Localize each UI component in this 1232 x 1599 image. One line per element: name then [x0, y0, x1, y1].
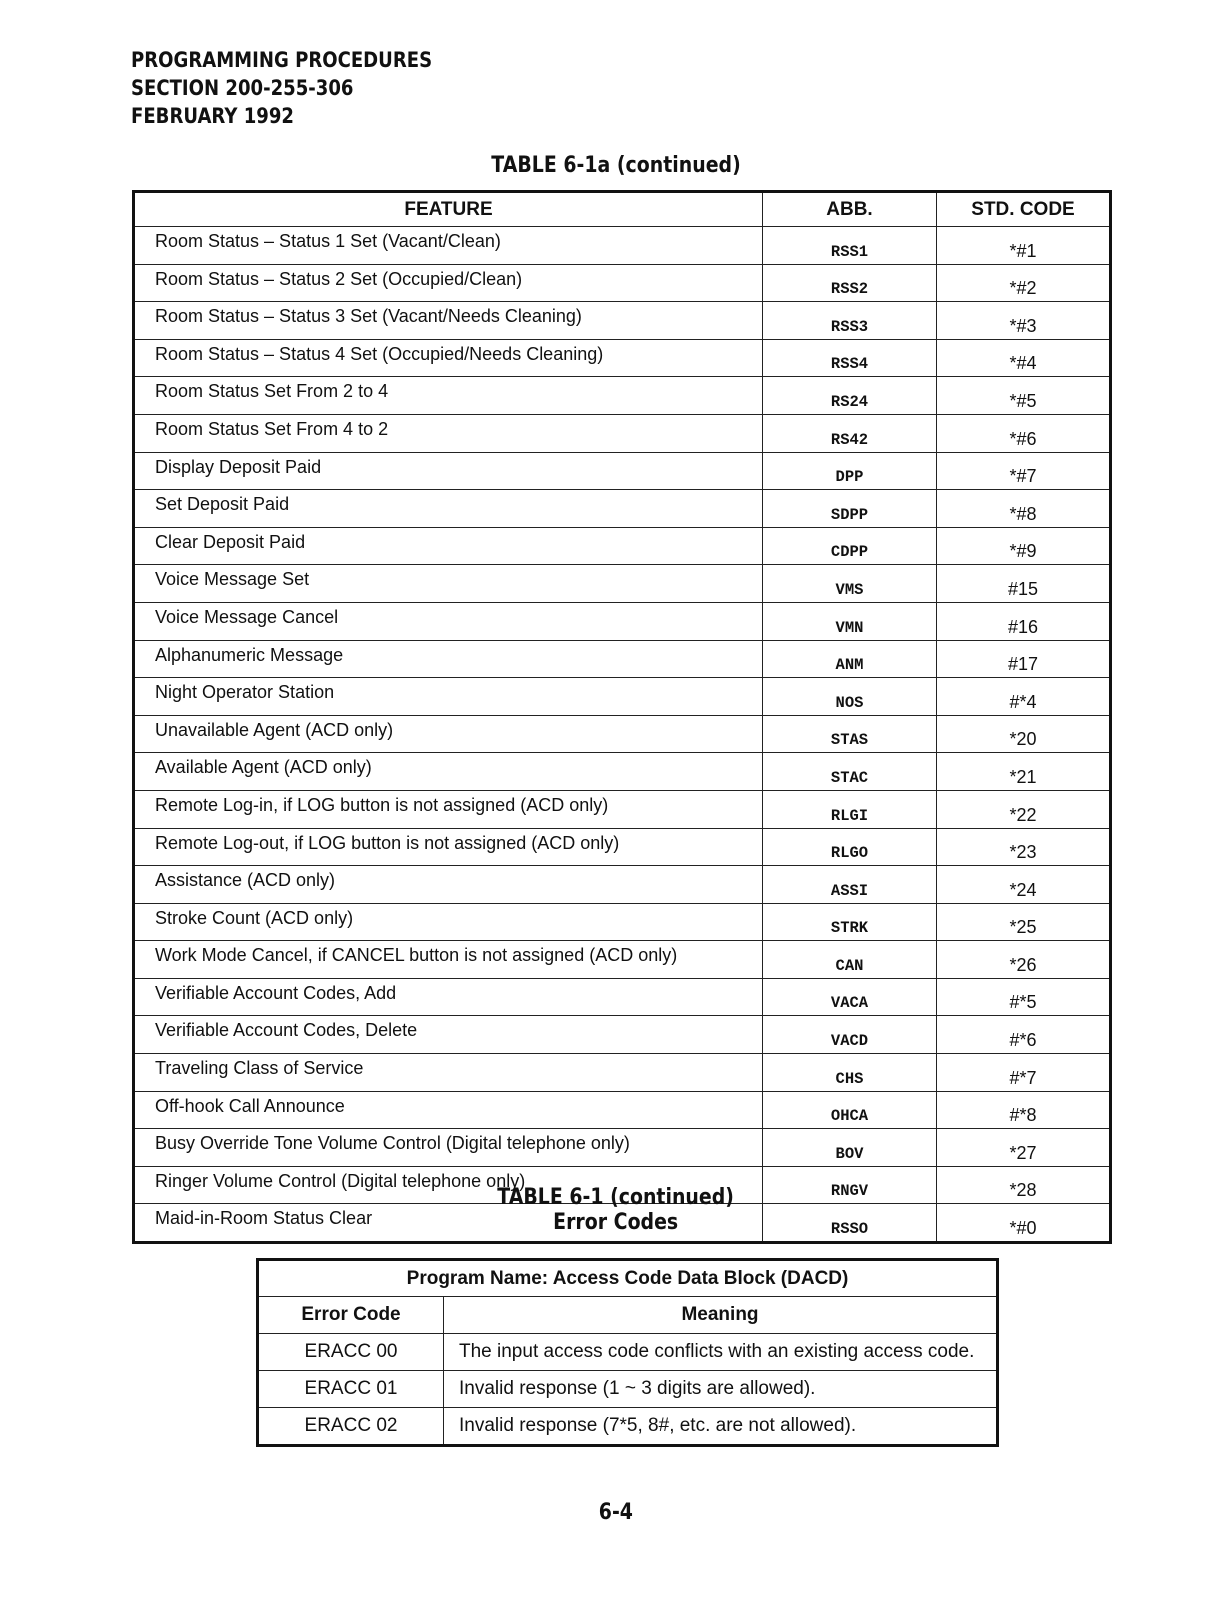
table-row	[134, 227, 1111, 265]
code-cell: *27	[937, 1129, 1111, 1167]
code-cell: *#7	[937, 452, 1111, 490]
table-row	[134, 264, 1111, 302]
column-header-abb: ABB.	[763, 192, 937, 227]
abb-cell: STRK	[763, 903, 937, 941]
abb-cell: RS42	[763, 414, 937, 452]
column-header-feature: FEATURE	[134, 192, 763, 227]
table-row	[134, 678, 1111, 716]
table-row	[258, 1371, 998, 1408]
table-row	[134, 715, 1111, 753]
table2-title: TABLE 6-1 (continued)	[497, 1185, 735, 1210]
feature-cell: Available Agent (ACD only)	[134, 753, 763, 791]
table-row	[134, 1016, 1111, 1054]
table-row	[134, 828, 1111, 866]
header-title: PROGRAMMING PROCEDURES	[131, 48, 433, 72]
code-cell: #16	[937, 602, 1111, 640]
code-cell: *#6	[937, 414, 1111, 452]
abb-cell: RNGV	[763, 1166, 937, 1204]
abb-cell: CHS	[763, 1054, 937, 1092]
abb-cell: OHCA	[763, 1091, 937, 1129]
feature-table-body	[134, 227, 1111, 1243]
table-row	[134, 1091, 1111, 1129]
code-cell: *#8	[937, 490, 1111, 528]
feature-cell: Assistance (ACD only)	[134, 866, 763, 904]
abb-cell: STAC	[763, 753, 937, 791]
feature-cell: Room Status – Status 3 Set (Vacant/Needs Cleaning)	[134, 302, 763, 340]
feature-cell: Room Status Set From 2 to 4	[134, 377, 763, 415]
abb-cell: VMN	[763, 602, 937, 640]
feature-cell: Remote Log-out, if LOG button is not assigned (ACD only)	[134, 828, 763, 866]
abb-cell: CDPP	[763, 527, 937, 565]
table-row	[134, 302, 1111, 340]
abb-cell: VMS	[763, 565, 937, 603]
code-cell: *25	[937, 903, 1111, 941]
error-code-cell: ERACC 00	[258, 1334, 444, 1371]
table-row	[134, 377, 1111, 415]
code-cell: *#0	[937, 1204, 1111, 1243]
abb-cell: SDPP	[763, 490, 937, 528]
feature-cell: Set Deposit Paid	[134, 490, 763, 528]
table2-subtitle: Error Codes	[553, 1210, 679, 1235]
abb-cell: RLGI	[763, 790, 937, 828]
abb-cell: VACD	[763, 1016, 937, 1054]
code-cell: #*5	[937, 978, 1111, 1016]
code-cell: *20	[937, 715, 1111, 753]
feature-cell: Off-hook Call Announce	[134, 1091, 763, 1129]
feature-cell: Stroke Count (ACD only)	[134, 903, 763, 941]
feature-cell: Display Deposit Paid	[134, 452, 763, 490]
code-cell: #15	[937, 565, 1111, 603]
code-cell: *23	[937, 828, 1111, 866]
table-row	[134, 339, 1111, 377]
code-cell: #17	[937, 640, 1111, 678]
table-row	[134, 1054, 1111, 1092]
page-number: 6-4	[598, 1500, 634, 1525]
error-table-body	[258, 1334, 998, 1446]
feature-cell: Unavailable Agent (ACD only)	[134, 715, 763, 753]
feature-cell: Verifiable Account Codes, Delete	[134, 1016, 763, 1054]
table-row	[134, 414, 1111, 452]
table-row	[134, 565, 1111, 603]
code-cell: #*4	[937, 678, 1111, 716]
code-cell: *#9	[937, 527, 1111, 565]
code-cell: *21	[937, 753, 1111, 791]
abb-cell: CAN	[763, 941, 937, 979]
abb-cell: ASSI	[763, 866, 937, 904]
code-cell: #*8	[937, 1091, 1111, 1129]
table-row	[134, 866, 1111, 904]
feature-cell: Room Status – Status 2 Set (Occupied/Clean)	[134, 264, 763, 302]
feature-cell: Room Status – Status 4 Set (Occupied/Needs Cleaning)	[134, 339, 763, 377]
abb-cell: RS24	[763, 377, 937, 415]
table-row	[134, 941, 1111, 979]
code-cell: *#4	[937, 339, 1111, 377]
table-row	[258, 1408, 998, 1446]
header-date: FEBRUARY 1992	[131, 104, 294, 128]
feature-cell: Voice Message Set	[134, 565, 763, 603]
code-cell: *28	[937, 1166, 1111, 1204]
column-header-error-code: Error Code	[258, 1297, 444, 1334]
feature-cell: Traveling Class of Service	[134, 1054, 763, 1092]
code-cell: *22	[937, 790, 1111, 828]
table-row	[134, 978, 1111, 1016]
abb-cell: RSS1	[763, 227, 937, 265]
feature-cell: Night Operator Station	[134, 678, 763, 716]
abb-cell: RSS3	[763, 302, 937, 340]
abb-cell: STAS	[763, 715, 937, 753]
table-row	[134, 490, 1111, 528]
table-row	[258, 1334, 998, 1371]
feature-cell: Ringer Volume Control (Digital telephone only)	[134, 1166, 763, 1204]
abb-cell: VACA	[763, 978, 937, 1016]
code-cell: #*7	[937, 1054, 1111, 1092]
feature-cell: Room Status Set From 4 to 2	[134, 414, 763, 452]
feature-cell: Maid-in-Room Status Clear	[134, 1204, 763, 1243]
code-cell: *#1	[937, 227, 1111, 265]
error-code-table	[256, 1258, 999, 1447]
header-section: SECTION 200-255-306	[131, 76, 354, 100]
column-header-meaning: Meaning	[444, 1297, 998, 1334]
feature-cell: Busy Override Tone Volume Control (Digital telephone only)	[134, 1129, 763, 1167]
abb-cell: NOS	[763, 678, 937, 716]
meaning-cell: The input access code conflicts with an existing access code.	[444, 1334, 998, 1371]
feature-code-table	[132, 190, 1112, 1244]
meaning-cell: Invalid response (7*5, 8#, etc. are not allowed).	[444, 1408, 998, 1446]
abb-cell: RSS4	[763, 339, 937, 377]
error-code-cell: ERACC 01	[258, 1371, 444, 1408]
abb-cell: RLGO	[763, 828, 937, 866]
table-row	[134, 790, 1111, 828]
table-row	[134, 753, 1111, 791]
document-header	[131, 46, 432, 130]
feature-cell: Work Mode Cancel, if CANCEL button is not assigned (ACD only)	[134, 941, 763, 979]
abb-cell: BOV	[763, 1129, 937, 1167]
table-row	[134, 1129, 1111, 1167]
table-row	[134, 602, 1111, 640]
feature-cell: Room Status – Status 1 Set (Vacant/Clean)	[134, 227, 763, 265]
feature-cell: Verifiable Account Codes, Add	[134, 978, 763, 1016]
table-header-row	[258, 1297, 998, 1334]
code-cell: *26	[937, 941, 1111, 979]
table-row	[134, 640, 1111, 678]
feature-cell: Alphanumeric Message	[134, 640, 763, 678]
column-header-std-code: STD. CODE	[937, 192, 1111, 227]
abb-cell: RSS2	[763, 264, 937, 302]
code-cell: *#2	[937, 264, 1111, 302]
abb-cell: DPP	[763, 452, 937, 490]
feature-cell: Remote Log-in, if LOG button is not assigned (ACD only)	[134, 790, 763, 828]
code-cell: *24	[937, 866, 1111, 904]
table-row	[134, 527, 1111, 565]
abb-cell: ANM	[763, 640, 937, 678]
program-name-row	[258, 1260, 998, 1297]
table1-title: TABLE 6-1a (continued)	[491, 153, 741, 178]
meaning-cell: Invalid response (1 ~ 3 digits are allowed).	[444, 1371, 998, 1408]
abb-cell: RSSO	[763, 1204, 937, 1243]
table-header-row	[134, 192, 1111, 227]
code-cell: *#3	[937, 302, 1111, 340]
table-row	[134, 903, 1111, 941]
error-code-cell: ERACC 02	[258, 1408, 444, 1446]
code-cell: #*6	[937, 1016, 1111, 1054]
feature-cell: Clear Deposit Paid	[134, 527, 763, 565]
code-cell: *#5	[937, 377, 1111, 415]
feature-cell: Voice Message Cancel	[134, 602, 763, 640]
program-name: Program Name: Access Code Data Block (DACD)	[258, 1260, 998, 1297]
table-row	[134, 452, 1111, 490]
